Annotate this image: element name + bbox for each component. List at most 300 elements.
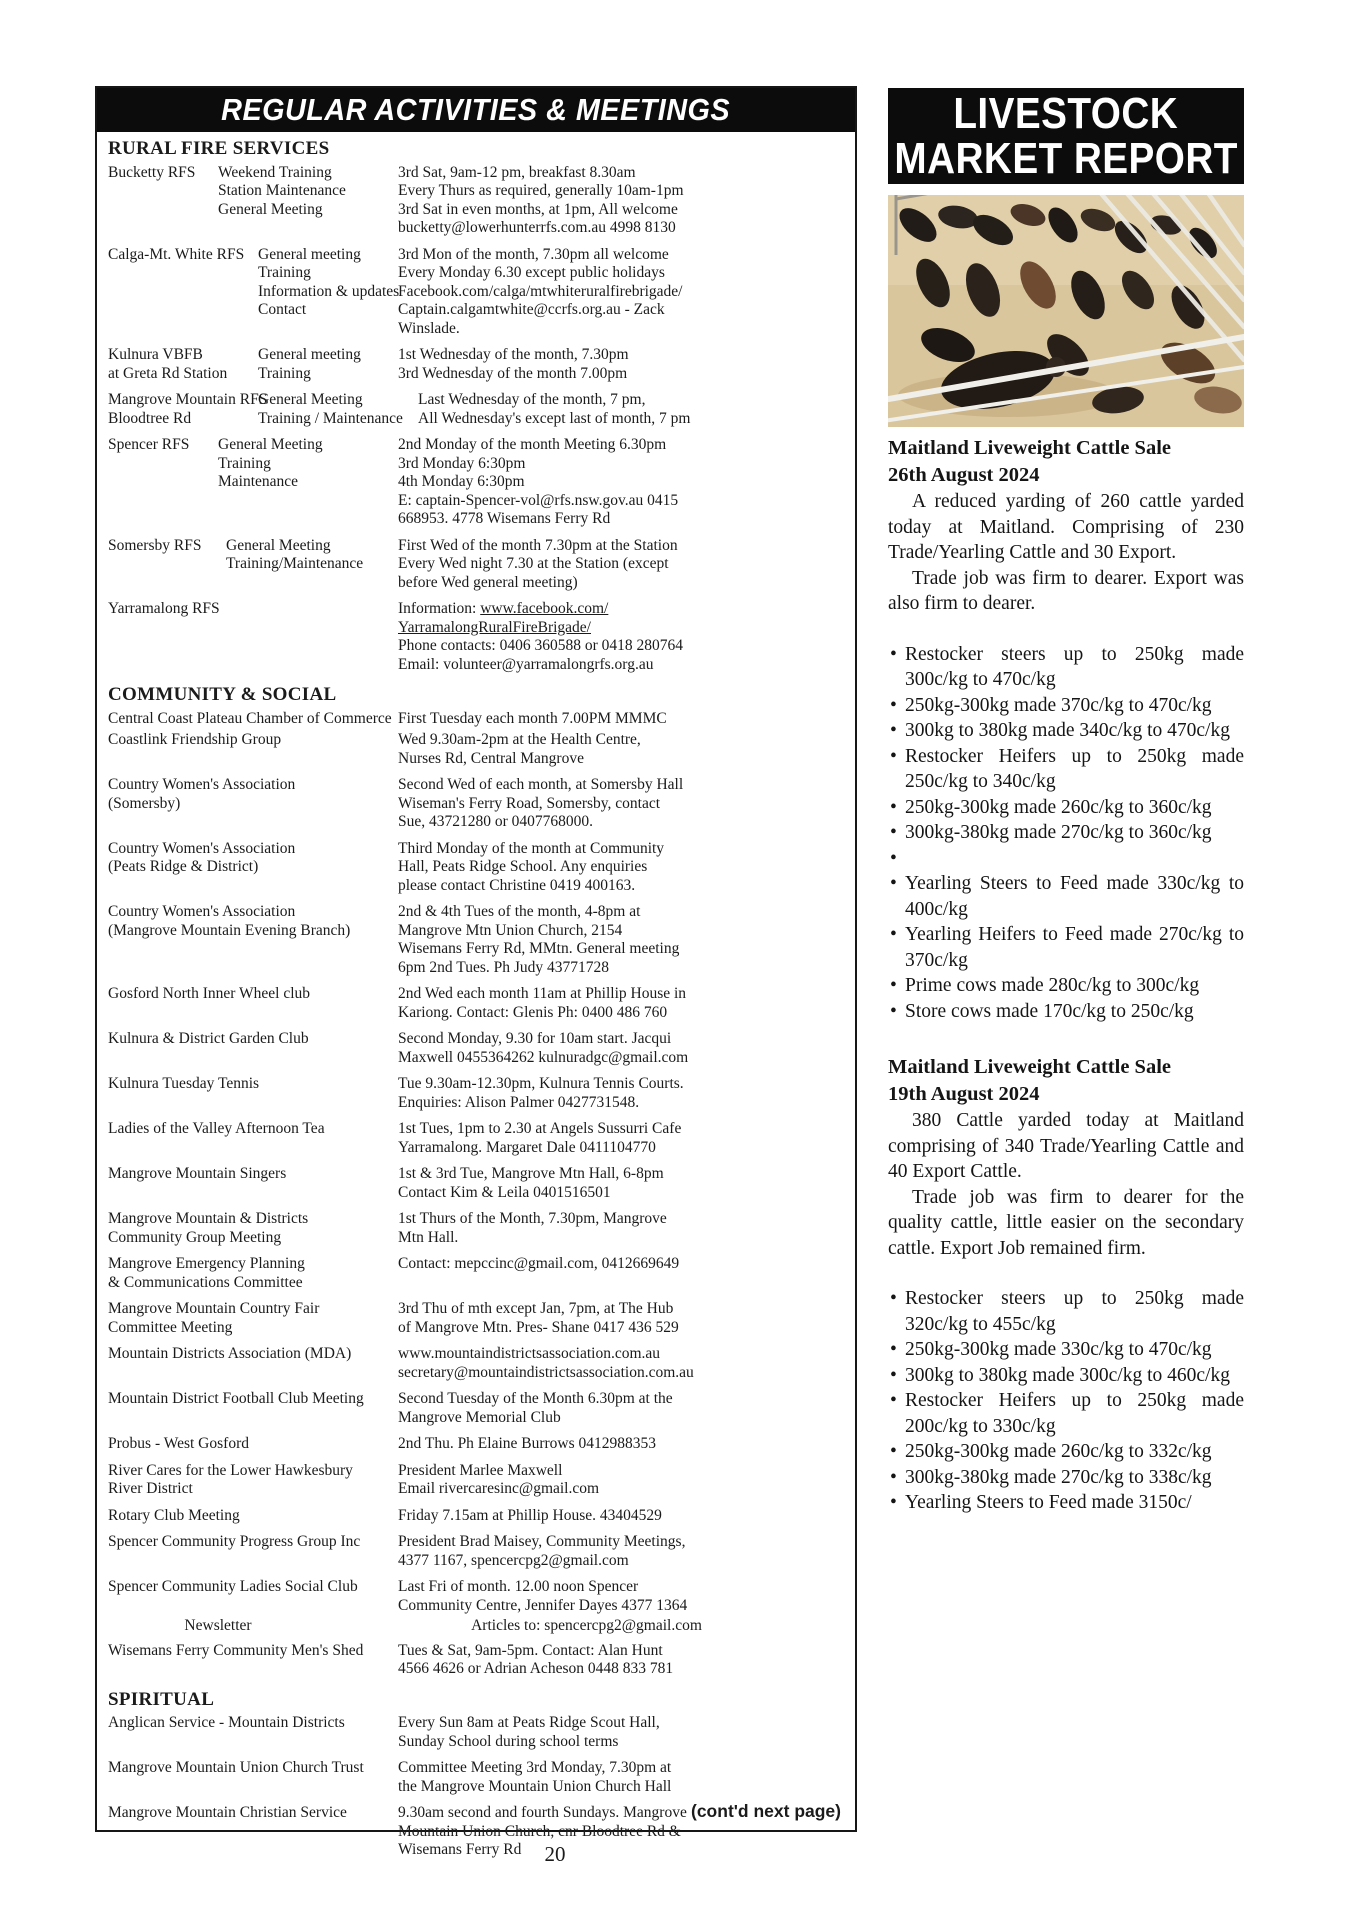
text: (Somersby) <box>108 794 181 812</box>
detail-line <box>398 555 845 574</box>
text: 3rd Monday 6:30pm <box>398 454 526 472</box>
org-line <box>108 1229 398 1248</box>
text: Captain.calgamtwhite@ccrfs.org.au - Zack <box>398 301 665 318</box>
bullet-item <box>888 846 1244 872</box>
org-column <box>108 1714 398 1751</box>
detail-column <box>398 346 845 383</box>
activity-line <box>218 473 398 492</box>
text: Phone contacts: 0406 360588 or 0418 280764 <box>398 637 684 654</box>
text: at Greta Rd Station <box>108 364 228 382</box>
text: Yarramalong RFS <box>108 600 220 617</box>
entry-spencer-ladies-social <box>108 1578 845 1615</box>
text: General Meeting <box>226 536 331 554</box>
text: Central Coast Plateau Chamber of Commerce <box>108 709 392 727</box>
text: Newsletter <box>184 1617 252 1634</box>
text: Contact: mepccinc@gmail.com, 0412669649 <box>398 1255 680 1272</box>
org-column <box>108 1210 398 1247</box>
text: Bucketty RFS <box>108 163 196 181</box>
detail-line <box>398 1617 845 1636</box>
detail-line <box>398 182 845 201</box>
bullet-icon: • <box>890 1364 897 1386</box>
detail-line <box>398 473 845 492</box>
text: Last Wednesday of the month, 7 pm, <box>418 391 646 408</box>
report-paragraph: Trade job was firm to dearer. Export was also firm to dearer. <box>888 567 1244 614</box>
text: Second Wed of each month, at Somersby Hall <box>398 776 684 793</box>
text: Country Women's Association <box>108 839 296 857</box>
text: River District <box>108 1480 193 1497</box>
bullet-text: 250kg-300kg made 260c/kg to 332c/kg <box>905 1441 1212 1462</box>
org-column <box>108 391 268 428</box>
org-line <box>108 1255 398 1274</box>
text: Mangrove Mountain Union Church Trust <box>108 1759 364 1776</box>
detail-column <box>398 1390 845 1427</box>
text: 3rd Wednesday of the month 7.00pm <box>398 364 628 382</box>
bullet-item <box>888 1439 1244 1465</box>
text: Every Thurs as required, generally 10am-1pm <box>398 182 684 199</box>
activity-column <box>218 164 398 238</box>
bullet-icon: • <box>890 1000 897 1022</box>
market-reports <box>888 435 1244 1516</box>
bullet-item <box>888 718 1244 744</box>
detail-line <box>398 731 845 750</box>
text: 2nd & 4th Tues of the month, 4-8pm at <box>398 903 641 920</box>
detail-column <box>398 1578 845 1615</box>
detail-column <box>398 1300 845 1337</box>
entry-cwa-somersby <box>108 776 845 832</box>
text: www.mountaindistrictsassociation.com.au <box>398 1345 661 1362</box>
org-column <box>108 1578 398 1615</box>
detail-line <box>398 365 845 384</box>
bullet-item <box>888 1465 1244 1491</box>
text: General meeting <box>258 245 361 263</box>
detail-line <box>398 1578 845 1597</box>
detail-column <box>398 1462 845 1499</box>
bullet-text: 300kg-380kg made 270c/kg to 338c/kg <box>905 1466 1212 1488</box>
livestock-title-line1: LIVESTOCK <box>953 89 1179 138</box>
regular-activities-box <box>95 86 857 1858</box>
text: Second Monday, 9.30 for 10am start. Jacqui <box>398 1030 672 1047</box>
activity-line <box>258 391 418 410</box>
org-line <box>108 1533 398 1552</box>
entry-mangrove-emergency-planning <box>108 1255 845 1292</box>
detail-line <box>418 391 845 410</box>
text: & Communications Committee <box>108 1273 303 1291</box>
detail-line <box>398 1210 845 1229</box>
bullet-text: Store cows made 170c/kg to 250c/kg <box>905 1000 1194 1022</box>
entry-somersby-rfs <box>108 537 845 593</box>
org-column <box>108 710 398 729</box>
contd-note: (cont'd next page) <box>691 1801 841 1821</box>
section-community-social <box>108 686 845 1679</box>
org-line <box>108 1165 398 1184</box>
activity-column <box>218 436 398 529</box>
text: 6pm 2nd Tues. Ph Judy 43771728 <box>398 958 610 976</box>
section-heading: RURAL FIRE SERVICES <box>108 138 330 159</box>
detail-line <box>398 164 845 183</box>
activity-line <box>258 246 398 265</box>
text: Kulnura VBFB <box>108 346 203 363</box>
org-column <box>108 600 398 674</box>
bullet-icon: • <box>890 1441 897 1462</box>
text: Coastlink Friendship Group <box>108 731 282 748</box>
activity-column <box>258 391 418 428</box>
org-line <box>108 1714 398 1733</box>
bullet-text: Restocker Heifers up to 250kg made 250c/kg to 340c/kg <box>905 745 1244 792</box>
detail-line <box>398 219 845 238</box>
text: Nurses Rd, Central Mangrove <box>398 749 584 767</box>
bullet-text: Yearling Steers to Feed made 330c/kg to 400c/kg <box>905 873 1244 920</box>
section-rural-fire-services <box>108 140 845 674</box>
org-line <box>108 246 258 265</box>
detail-column <box>398 1345 845 1382</box>
text: Mangrove Mountain Singers <box>108 1165 287 1182</box>
org-column <box>108 1507 398 1526</box>
detail-line <box>398 637 845 656</box>
text: Country Women's Association <box>108 776 296 793</box>
org-column <box>108 1435 398 1454</box>
detail-line <box>398 1778 845 1797</box>
detail-line <box>398 1597 845 1616</box>
detail-line <box>398 1660 845 1679</box>
activity-line <box>218 436 398 455</box>
detail-column <box>398 1165 845 1202</box>
activity-line <box>258 301 398 320</box>
org-column <box>108 537 226 593</box>
detail-line <box>398 985 845 1004</box>
entry-coastlink-friendship-group <box>108 731 845 768</box>
text: 2nd Monday of the month Meeting 6.30pm <box>398 436 667 453</box>
detail-line <box>398 301 845 320</box>
text: Wed 9.30am-2pm at the Health Centre, <box>398 731 641 748</box>
detail-line <box>398 1462 845 1481</box>
org-column <box>108 731 398 768</box>
detail-line <box>398 940 845 959</box>
bullet-text: Restocker steers up to 250kg made 300c/kg to 470c/kg <box>905 643 1244 690</box>
text: General Meeting <box>258 391 363 408</box>
livestock-report-column <box>888 88 1244 1546</box>
entry-newsletter <box>108 1617 845 1636</box>
org-line <box>108 1030 398 1049</box>
text: Articles to: spencercpg2@gmail.com <box>471 1617 702 1634</box>
section-spiritual <box>108 1688 845 1860</box>
org-line <box>108 1642 398 1661</box>
text: secretary@mountaindistrictsassociation.com.au <box>398 1363 694 1381</box>
detail-line <box>398 1300 845 1319</box>
entry-wisemans-ferry-mens-shed <box>108 1642 845 1679</box>
org-column <box>108 1759 398 1796</box>
org-column <box>108 1165 398 1202</box>
activity-line <box>218 201 398 220</box>
text: E: captain-Spencer-vol@rfs.nsw.gov.au 0415 <box>398 491 679 509</box>
bullet-item <box>888 820 1244 846</box>
org-line <box>108 731 398 750</box>
bullet-item <box>888 1388 1244 1439</box>
text: Weekend Training <box>218 163 332 181</box>
detail-column <box>398 537 845 593</box>
bullet-icon: • <box>890 796 897 818</box>
entry-kulnura-vbfb <box>108 346 845 383</box>
text: 4566 4626 or Adrian Acheson 0448 833 781 <box>398 1660 674 1677</box>
bullet-icon: • <box>890 694 897 716</box>
detail-line <box>398 1165 845 1184</box>
text: Mangrove Emergency Planning <box>108 1255 305 1272</box>
activity-line <box>218 164 398 183</box>
detail-line <box>398 264 845 283</box>
regular-activities-title-bar <box>97 88 855 132</box>
activities-sections <box>97 132 855 1860</box>
bullet-icon: • <box>890 1288 897 1309</box>
text: Spencer Community Progress Group Inc <box>108 1533 361 1550</box>
org-line <box>108 537 226 556</box>
activity-line <box>226 537 398 556</box>
detail-line <box>398 455 845 474</box>
detail-line <box>398 1364 845 1383</box>
org-line <box>108 985 398 1004</box>
bullet-icon: • <box>890 720 897 741</box>
detail-line <box>398 537 845 556</box>
text: First Wed of the month 7.30pm at the Station <box>398 536 678 554</box>
org-line <box>108 1300 398 1319</box>
text: Training <box>218 454 271 472</box>
detail-column <box>398 1714 845 1751</box>
detail-line <box>398 1075 845 1094</box>
text: Enquiries: Alison Palmer 0427731548. <box>398 1093 640 1111</box>
text: Sunday School during school terms <box>398 1732 619 1750</box>
link-text: YarramalongRuralFireBrigade/ <box>398 618 591 636</box>
cattle-yard-photo <box>888 195 1244 427</box>
org-column <box>108 346 258 383</box>
bullet-icon: • <box>890 745 897 767</box>
text: Mangrove Mountain Country Fair <box>108 1300 320 1317</box>
text: Committee Meeting 3rd Monday, 7.30pm at <box>398 1759 672 1776</box>
detail-line <box>398 1823 845 1842</box>
text: Spencer RFS <box>108 436 190 453</box>
bullet-text: Prime cows made 280c/kg to 300c/kg <box>905 975 1200 996</box>
text: 2nd Wed each month 11am at Phillip House in <box>398 985 687 1002</box>
org-line <box>108 710 398 729</box>
text: Kulnura & District Garden Club <box>108 1030 309 1047</box>
text: Bloodtree Rd <box>108 409 192 427</box>
bullet-text: 250kg-300kg made 330c/kg to 470c/kg <box>905 1339 1212 1360</box>
livestock-report-header <box>888 88 1244 184</box>
detail-column <box>398 1642 845 1679</box>
detail-line <box>398 877 845 896</box>
org-line <box>108 1804 398 1823</box>
text: Email: volunteer@yarramalongrfs.org.au <box>398 655 654 673</box>
text: 2nd Thu. Ph Elaine Burrows 0412988353 <box>398 1435 657 1452</box>
link-text: www.facebook.com/ <box>480 600 609 617</box>
text: Maxwell 0455364262 kulnuradgc@gmail.com <box>398 1048 689 1066</box>
detail-line <box>398 750 845 769</box>
detail-line <box>398 1552 845 1571</box>
detail-line <box>398 1409 845 1428</box>
detail-line <box>398 1533 845 1552</box>
org-column <box>108 164 218 238</box>
org-column <box>108 246 258 339</box>
entry-yarramalong-rfs <box>108 600 845 674</box>
detail-column <box>398 903 845 977</box>
bullet-item <box>888 1286 1244 1337</box>
entry-probus-west-gosford <box>108 1435 845 1454</box>
bullet-item <box>888 693 1244 719</box>
detail-line <box>398 346 845 365</box>
detail-column <box>398 164 845 238</box>
text: 3rd Mon of the month, 7.30pm all welcome <box>398 245 669 263</box>
org-line <box>108 1578 398 1597</box>
bullet-text: 250kg-300kg made 370c/kg to 470c/kg <box>905 694 1212 716</box>
text: Training / Maintenance <box>258 409 403 427</box>
text: before Wed general meeting) <box>398 573 578 591</box>
entry-calga-mt-white-rfs <box>108 246 845 339</box>
detail-line <box>398 1480 845 1499</box>
entry-mda <box>108 1345 845 1382</box>
page-number: 20 <box>544 1842 566 1866</box>
text: Contact Kim & Leila 0401516501 <box>398 1183 611 1201</box>
detail-line <box>398 922 845 941</box>
bullet-item <box>888 922 1244 973</box>
activity-line <box>258 365 398 384</box>
text: Last Fri of month. 12.00 noon Spencer <box>398 1578 639 1595</box>
text: Wisemans Ferry Rd <box>398 1841 522 1858</box>
section-heading: COMMUNITY & SOCIAL <box>108 684 337 705</box>
bullet-text: 300kg-380kg made 270c/kg to 360c/kg <box>905 822 1212 843</box>
org-column <box>108 1345 398 1382</box>
entry-gosford-inner-wheel <box>108 985 845 1022</box>
org-column <box>108 1120 398 1157</box>
report-date: 26th August 2024 <box>888 464 1040 486</box>
org-line <box>108 795 398 814</box>
text: Every Wed night 7.30 at the Station (except <box>398 555 669 572</box>
org-line <box>108 1120 398 1139</box>
text: Kariong. Contact: Glenis Ph: 0400 486 760 <box>398 1003 668 1021</box>
text: 668953. 4778 Wisemans Ferry Rd <box>398 510 611 527</box>
entry-kulnura-garden-club <box>108 1030 845 1067</box>
text: 4377 1167, spencercpg2@gmail.com <box>398 1551 629 1569</box>
detail-line <box>398 1004 845 1023</box>
bullet-text: Yearling Heifers to Feed made 270c/kg to 370c/kg <box>905 924 1244 971</box>
text: 1st Thurs of the Month, 7.30pm, Mangrove <box>398 1210 667 1227</box>
bullet-item <box>888 973 1244 999</box>
text: Maintenance <box>218 473 299 490</box>
bullet-item <box>888 1363 1244 1389</box>
report-heading: Maitland Liveweight Cattle Sale <box>888 1056 1171 1078</box>
text: Community Centre, Jennifer Dayes 4377 1364 <box>398 1596 688 1614</box>
detail-line <box>398 1642 845 1661</box>
detail-line <box>398 1049 845 1068</box>
org-line <box>108 1480 398 1499</box>
report-date: 19th August 2024 <box>888 1083 1040 1105</box>
org-column <box>108 1462 398 1499</box>
org-column <box>108 1075 398 1112</box>
org-line <box>108 365 258 384</box>
bullet-item <box>888 795 1244 821</box>
bullet-icon: • <box>890 1466 897 1488</box>
org-column <box>108 1533 398 1570</box>
activity-column <box>258 346 398 383</box>
detail-line <box>398 1255 845 1274</box>
bullet-item <box>888 871 1244 922</box>
text: Probus - West Gosford <box>108 1435 249 1452</box>
detail-line <box>398 1345 845 1364</box>
activity-line <box>218 455 398 474</box>
report-paragraph: 380 Cattle yarded today at Maitland comprising of 340 Trade/Yearling Cattle and 40 Export Cattle. <box>888 1110 1244 1182</box>
entry-cwa-mangrove-evening <box>108 903 845 977</box>
page-title: REGULAR ACTIVITIES & MEETINGS <box>221 92 731 127</box>
bullet-text: 300kg to 380kg made 300c/kg to 460c/kg <box>905 1364 1230 1386</box>
org-line <box>108 1345 398 1364</box>
bullet-icon: • <box>890 1339 897 1360</box>
report-bullet-list <box>888 1286 1244 1516</box>
text: Community Group Meeting <box>108 1228 282 1246</box>
bullet-icon: • <box>890 1390 897 1411</box>
detail-column <box>398 436 845 529</box>
text: Wisemans Ferry Rd, MMtn. General meeting <box>398 940 680 957</box>
entry-mm-districts-community-group <box>108 1210 845 1247</box>
activity-line <box>258 346 398 365</box>
bullet-icon: • <box>890 1492 897 1513</box>
org-line <box>108 1210 398 1229</box>
entry-bucketty-rfs <box>108 164 845 238</box>
detail-line <box>398 1507 845 1526</box>
text: Friday 7.15am at Phillip House. 43404529 <box>398 1506 662 1524</box>
bullet-text: Restocker Heifers up to 250kg made 200c/kg to 330c/kg <box>905 1390 1244 1437</box>
text: Facebook.com/calga/mtwhiteruralfirebrigade/ <box>398 282 683 300</box>
text: Information & updates <box>258 282 400 300</box>
text: Committee Meeting <box>108 1318 233 1336</box>
text: President Brad Maisey, Community Meetings, <box>398 1533 686 1550</box>
text: Mountain Union Church, cnr Bloodtree Rd & <box>398 1822 681 1840</box>
text: Ladies of the Valley Afternoon Tea <box>108 1120 325 1137</box>
text: 3rd Sat, 9am-12 pm, breakfast 8.30am <box>398 163 636 181</box>
text: Station Maintenance <box>218 182 346 199</box>
org-column <box>108 985 398 1022</box>
org-line <box>108 1319 398 1338</box>
entry-chamber-of-commerce <box>108 710 845 729</box>
detail-line <box>398 1094 845 1113</box>
text: Email rivercaresinc@gmail.com <box>398 1480 600 1497</box>
org-line <box>108 600 398 619</box>
text: General meeting <box>258 346 361 363</box>
detail-line <box>398 1184 845 1203</box>
org-line <box>108 1435 398 1454</box>
bullet-icon: • <box>890 873 897 894</box>
text: Second Tuesday of the Month 6.30pm at the <box>398 1390 673 1407</box>
org-line <box>108 164 218 183</box>
activity-column <box>226 537 398 593</box>
bullet-text: Yearling Steers to Feed made 3150c/ <box>905 1492 1192 1513</box>
detail-line <box>398 840 845 859</box>
text: Information: <box>398 600 481 617</box>
detail-line <box>398 813 845 832</box>
activity-column <box>258 246 398 339</box>
org-line <box>108 436 218 455</box>
detail-line <box>398 858 845 877</box>
text: Rotary Club Meeting <box>108 1506 240 1524</box>
org-column <box>108 840 398 896</box>
activity-line <box>226 555 398 574</box>
detail-column <box>398 776 845 832</box>
org-line <box>108 1617 398 1636</box>
text: (Mangrove Mountain Evening Branch) <box>108 921 351 939</box>
text: Mangrove Memorial Club <box>398 1408 561 1426</box>
text: 1st & 3rd Tue, Mangrove Mtn Hall, 6-8pm <box>398 1165 664 1182</box>
detail-line <box>398 959 845 978</box>
detail-line <box>398 246 845 265</box>
entry-mm-union-church-trust <box>108 1759 845 1796</box>
org-line <box>108 1075 398 1094</box>
bullet-item <box>888 999 1244 1025</box>
bullet-item <box>888 1490 1244 1516</box>
